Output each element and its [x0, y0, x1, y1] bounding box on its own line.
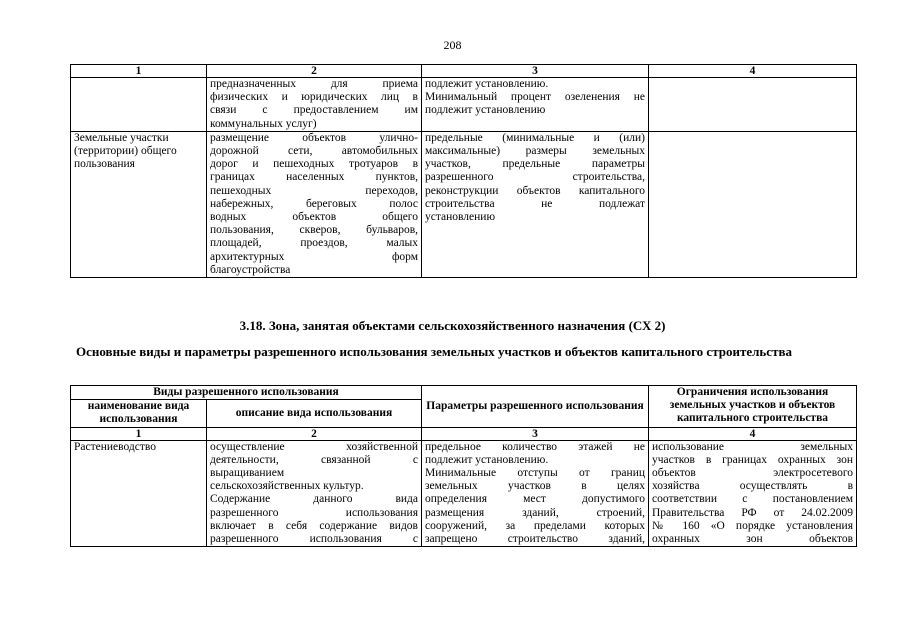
- col-number: 2: [207, 427, 422, 440]
- cell-name: [71, 78, 207, 132]
- column-numbers-row: [71, 65, 857, 78]
- header-description: описание вида использования: [207, 400, 422, 427]
- col-number: 4: [649, 427, 857, 440]
- cell-description: предназначенных для приема физических и юридических лиц в связи с предоставлением им коммунальных услуг): [207, 78, 422, 132]
- col-number: 4: [649, 65, 857, 78]
- col-number: 1: [71, 65, 207, 78]
- cell-parameters: предельные (минимальные и (или) максимальные) размеры земельных участков, предельные параметры разрешенного строительства, реконструкции объектов капитального строительства не подлежат установлению: [422, 131, 649, 277]
- cell-restrictions: [649, 78, 857, 132]
- cell-restrictions: использование земельных участков в границах охранных зон объектов электросетевого хозяйства осуществлять в соответствии с постановлением Правительства РФ от 24.02.2009 № 160 «О порядке установления охранных зон объектов: [649, 440, 857, 547]
- cell-name: Земельные участки (территории) общего пользования: [71, 131, 207, 277]
- section-heading: Основные виды и параметры разрешенного использования земельных участков и объектов капитального строительства: [76, 344, 792, 359]
- cell-description: размещение объектов улично- дорожной сети, автомобильных дорог и пешеходных тротуаров в границах населенных пунктов, пешеходных переходов, набережных, береговых полос водных объектов общего пользования, скверов, бульваров, площадей, проездов, малых архитектурных форм благоустройства: [207, 131, 422, 277]
- header-params: Параметры разрешенного использования: [422, 386, 649, 428]
- col-number: 3: [422, 427, 649, 440]
- cell-parameters: подлежит установлению. Минимальный процент озеленения не подлежит установлению: [422, 78, 649, 132]
- table-continuation: [70, 64, 857, 278]
- col-number: 1: [71, 427, 207, 440]
- column-numbers-row: [71, 427, 857, 440]
- table-row: [71, 440, 857, 547]
- zone-heading: 3.18. Зона, занятая объектами сельскохозяйственного назначения (СХ 2): [239, 318, 666, 333]
- cell-restrictions: [649, 131, 857, 277]
- col-number: 2: [207, 65, 422, 78]
- header-group: Виды разрешенного использования: [71, 386, 422, 400]
- table-row: [71, 78, 857, 132]
- table-row: [71, 131, 857, 277]
- header-name: наименование вида использования: [71, 400, 207, 427]
- header-row: [71, 386, 857, 400]
- table-zone-sx2: [70, 385, 857, 547]
- cell-description: осуществление хозяйственной деятельности, связанной с выращиванием сельскохозяйственных культур. Содержание данного вида разрешенного использования включает в себя содержание видов разрешенного использования с: [207, 440, 422, 547]
- cell-parameters: предельное количество этажей не подлежит установлению. Минимальные отступы от границ земельных участков в целях определения мест допустимого размещения зданий, строений, сооружений, за пределами которых запрещено строительство зданий,: [422, 440, 649, 547]
- header-restrictions: Ограничения использования земельных участков и объектов капитального строительства: [649, 386, 857, 428]
- cell-name: Растениеводство: [71, 440, 207, 547]
- page-number: 208: [443, 38, 462, 52]
- col-number: 3: [422, 65, 649, 78]
